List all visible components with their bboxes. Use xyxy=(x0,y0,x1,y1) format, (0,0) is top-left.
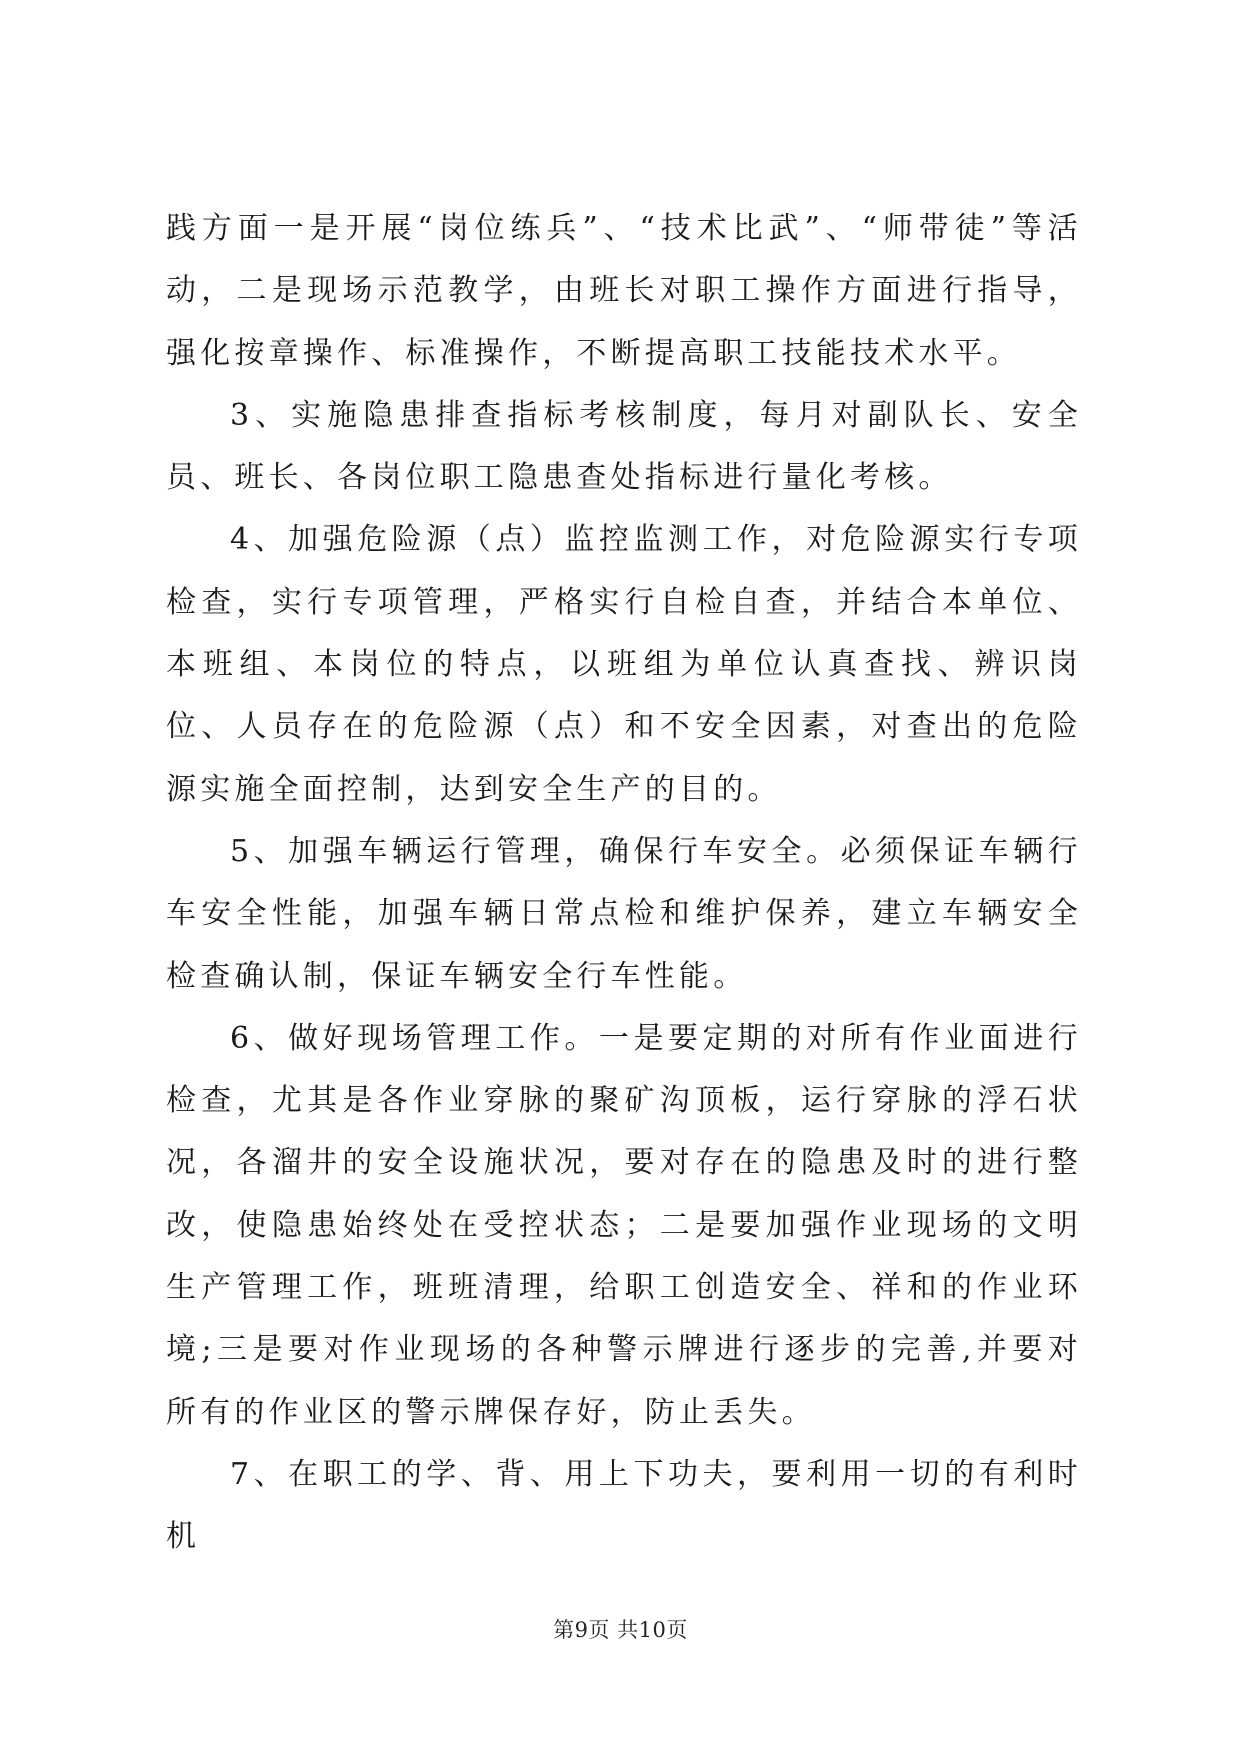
paragraph-item-5: 5、加强车辆运行管理，确保行车安全。必须保证车辆行车安全性能，加强车辆日常点检和维护保养，建立车辆安全检查确认制，保证车辆安全行车性能。 xyxy=(166,833,1082,994)
paragraph-item-7: 7、在职工的学、背、用上下功夫，要利用一切的有利时机 xyxy=(166,1456,1082,1555)
paragraph-item-3: 3、实施隐患排查指标考核制度，每月对副队长、安全员、班长、各岗位职工隐患查处指标进行量化考核。 xyxy=(166,397,1082,496)
document-body xyxy=(166,198,1082,1569)
paragraph-item-6: 6、做好现场管理工作。一是要定期的对所有作业面进行检查，尤其是各作业穿脉的聚矿沟顶板，运行穿脉的浮石状况，各溜井的安全设施状况，要对存在的隐患及时的进行整改，使隐患始终处在受控状态；二是要加强作业现场的文明生产管理工作，班班清理，给职工创造安全、祥和的作业环境;三是要对作业现场的各种警示牌进行逐步的完善,并要对所有的作业区的警示牌保存好，防止丢失。 xyxy=(166,1020,1082,1430)
paragraph-item-4: 4、加强危险源（点）监控监测工作，对危险源实行专项检查，实行专项管理，严格实行自检自查，并结合本单位、本班组、本岗位的特点，以班组为单位认真查找、辨识岗位、人员存在的危险源（点）和不安全因素，对查出的危险源实施全面控制，达到安全生产的目的。 xyxy=(166,522,1082,807)
page-number-footer: 第9页 共10页 xyxy=(553,1618,688,1642)
paragraph-continuation: 践方面一是开展“岗位练兵”、“技术比武”、“师带徒”等活动，二是现场示范教学，由班长对职工操作方面进行指导，强化按章操作、标准操作，不断提高职工技能技术水平。 xyxy=(166,211,1082,371)
